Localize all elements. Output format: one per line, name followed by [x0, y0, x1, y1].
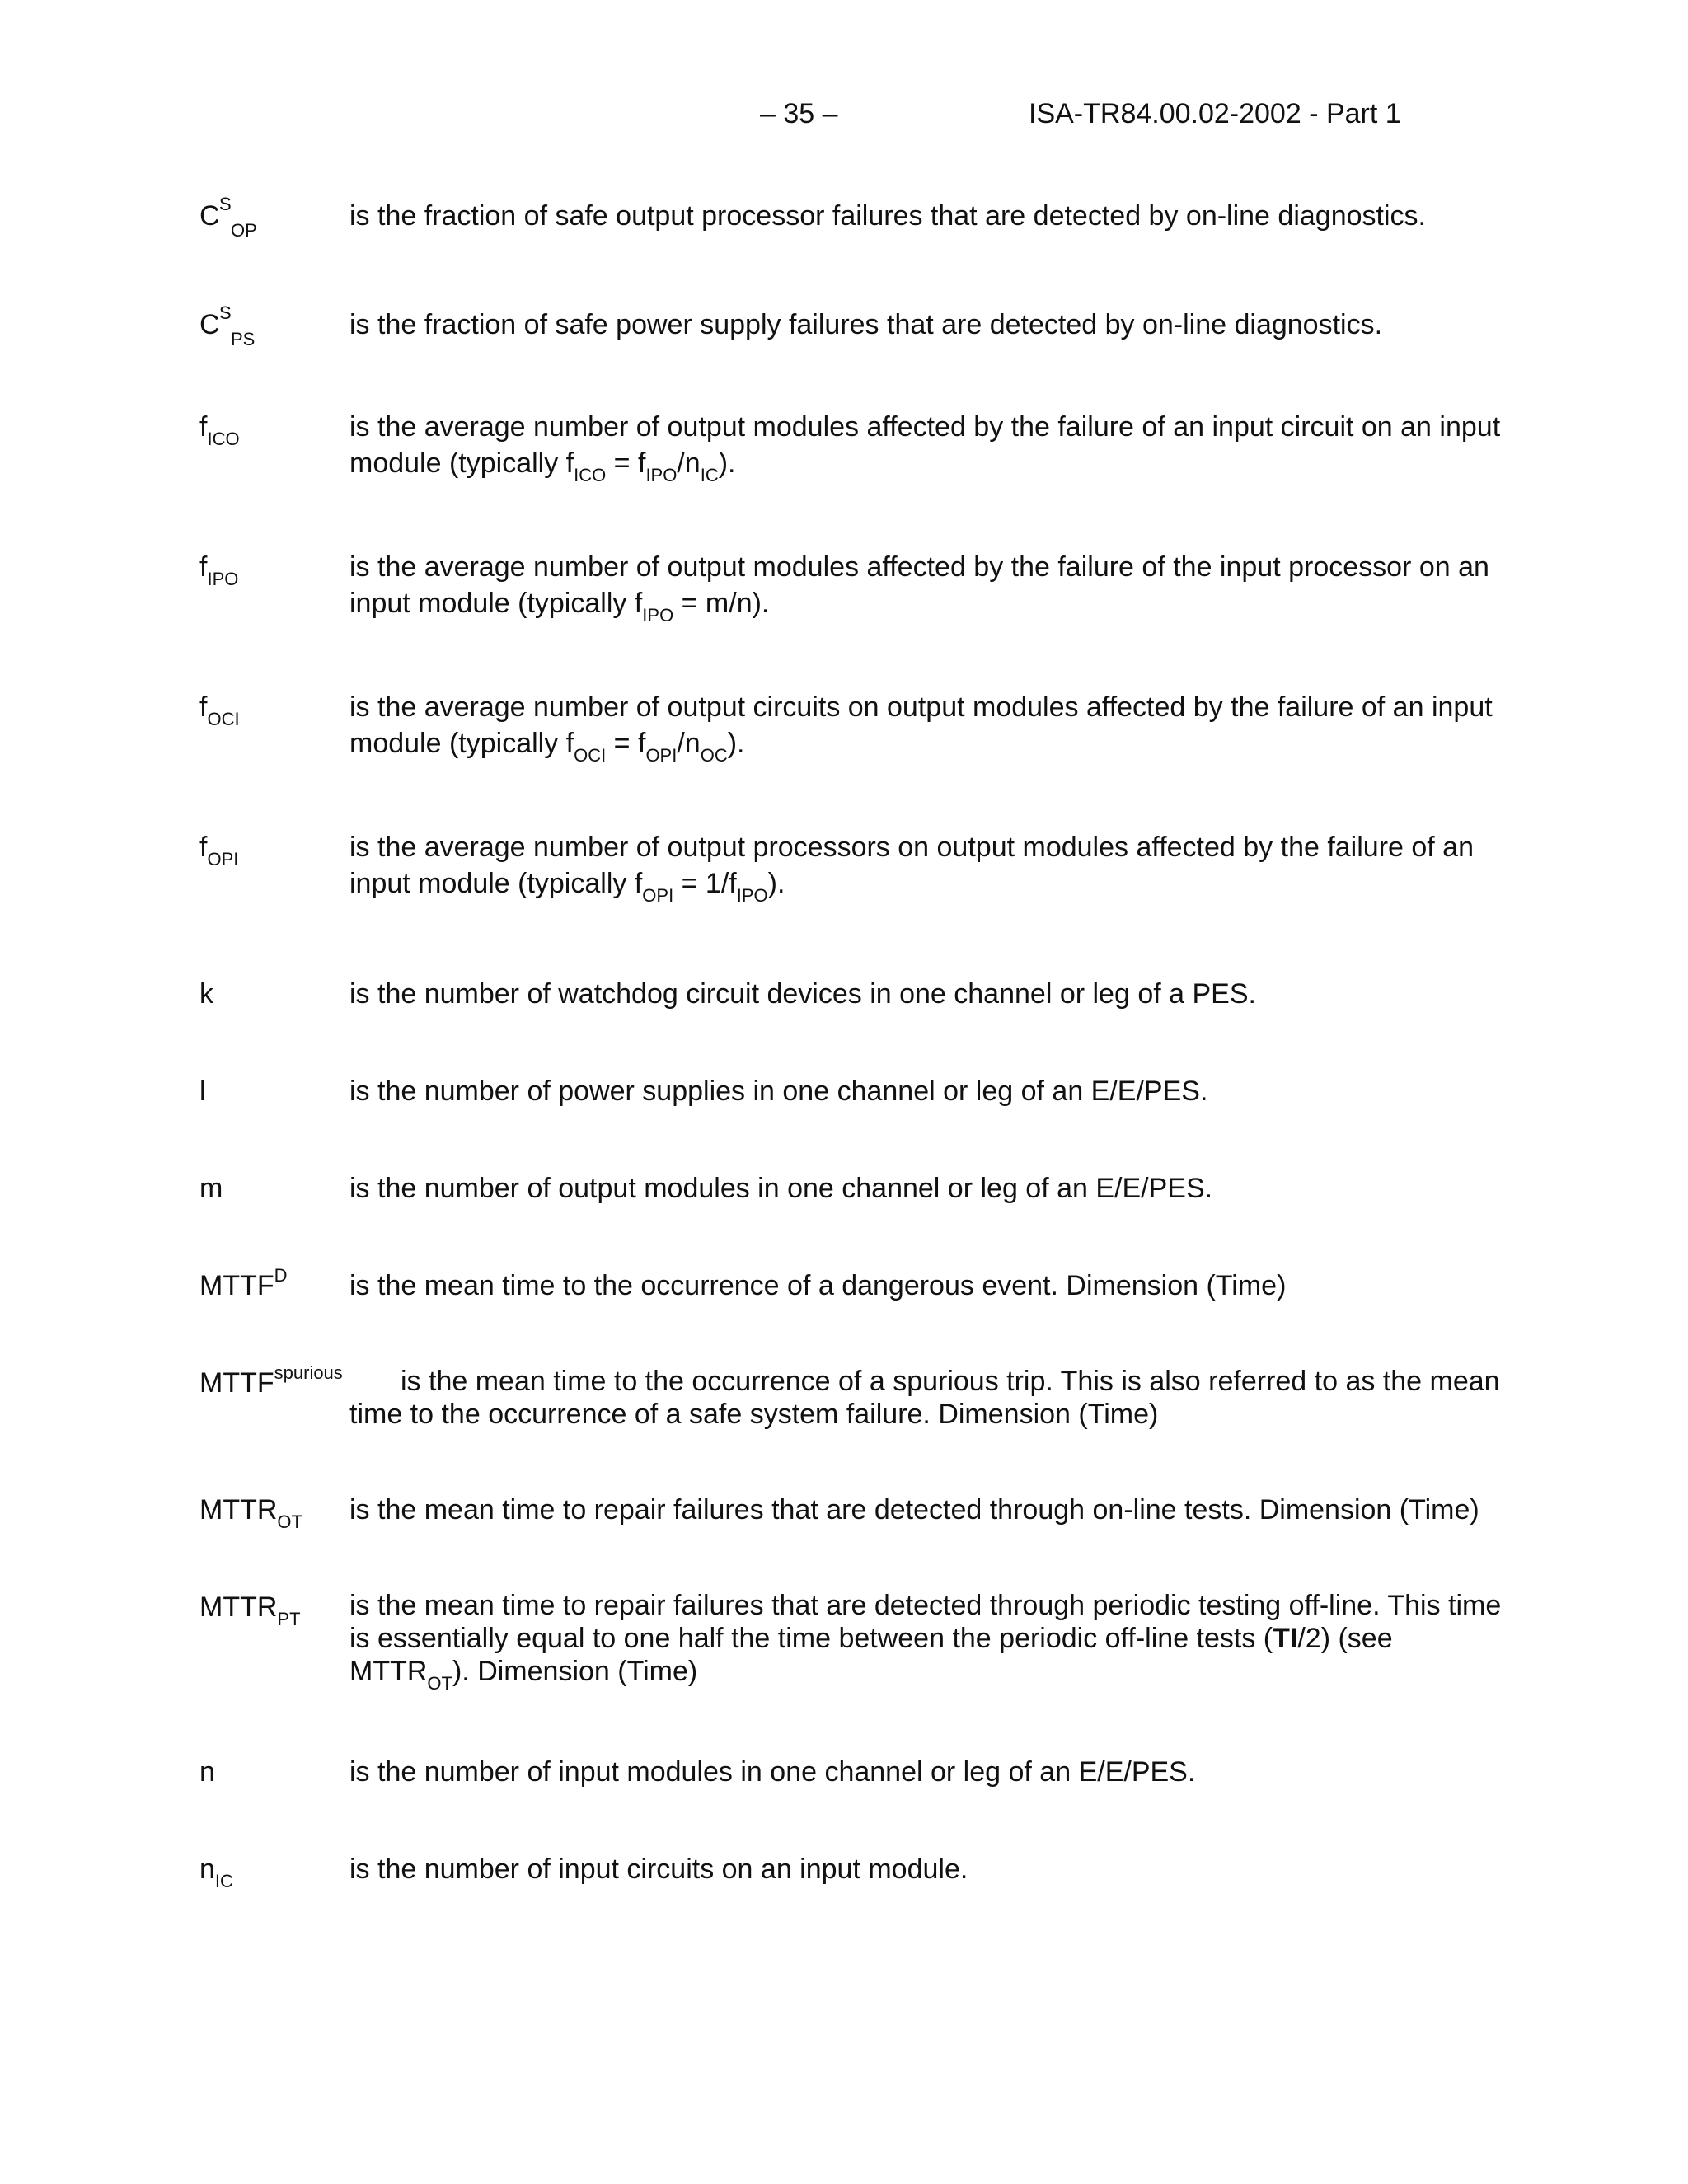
definition-text: is the average number of output processors on output modules affected by the failure of an input module (typically $f_{OPI} = 1/f_{IPO}$). [349, 832, 1475, 906]
symbol-term: $n_{IC}$ [199, 1854, 233, 1891]
bold-term: TI [1273, 1623, 1298, 1654]
symbol-term: l [199, 1076, 206, 1107]
symbol-term: m [199, 1173, 223, 1204]
page-number: – 35 – [760, 98, 838, 129]
symbol-term: $MTTF^{spurious}$ [199, 1362, 343, 1399]
symbol-term: $f_{ICO}$ [199, 411, 240, 449]
definition-text: is the number of input modules in one channel or leg of an E/E/PES. [349, 1756, 1196, 1788]
definition-text: is the mean time to the occurrence of a dangerous event. Dimension (Time) [349, 1270, 1287, 1301]
definition-text: is the fraction of safe output processor failures that are detected by on-line diagnostics. [349, 200, 1426, 232]
definition-text: is the average number of output modules affected by the failure of an input circuit on an input module (typically $f_{ICO} = f_{IPO}/n_{IC}$). [349, 411, 1501, 485]
definition-text: is the mean time to the occurrence of a spurious trip. This is also referred to as the mean time to the occurrence of a safe system failure. Dimension (Time) [349, 1366, 1500, 1430]
symbol-term: n [199, 1756, 215, 1788]
document-id: ISA-TR84.00.02-2002 - Part 1 [1029, 98, 1401, 129]
definition-text: is the number of input circuits on an input module. [349, 1854, 968, 1885]
definition-text: is the mean time to repair failures that are detected through periodic testing off-line. This time is essentially equal to one half the time between the periodic off-line tests (TI/2) (see $MTTR_{OT}$). Dimension (Time) [349, 1590, 1502, 1694]
symbol-term: k [199, 978, 213, 1010]
symbol-term: $f_{IPO}$ [199, 551, 239, 589]
definition-text: is the number of power supplies in one channel or leg of an E/E/PES. [349, 1076, 1208, 1107]
definition-text: is the average number of output circuits on output modules affected by the failure of an input module (typically $f_{OCI} = f_{OPI}/n_{OC}$). [349, 691, 1493, 766]
symbol-term: C S PS [199, 302, 256, 349]
symbol-term: $f_{OPI}$ [199, 832, 239, 869]
symbol-term: $MTTF^D$ [199, 1265, 288, 1301]
symbol-term: C S OP [199, 194, 257, 241]
symbol-term: $MTTR_{OT}$ [199, 1494, 302, 1532]
symbol-term: $MTTR_{PT}$ [199, 1591, 301, 1629]
definition-text: is the average number of output modules affected by the failure of the input processor on an input module (typically $f_{IPO} = m/n$). [349, 551, 1489, 626]
definition-text: is the number of watchdog circuit devices in one channel or leg of a PES. [349, 978, 1256, 1010]
definition-text: is the number of output modules in one channel or leg of an E/E/PES. [349, 1173, 1213, 1204]
definition-text: is the fraction of safe power supply failures that are detected by on-line diagnostics. [349, 309, 1383, 340]
symbol-term: $f_{OCI}$ [199, 691, 240, 729]
definition-text: is the mean time to repair failures that are detected through on-line tests. Dimension (Time) [349, 1494, 1479, 1526]
